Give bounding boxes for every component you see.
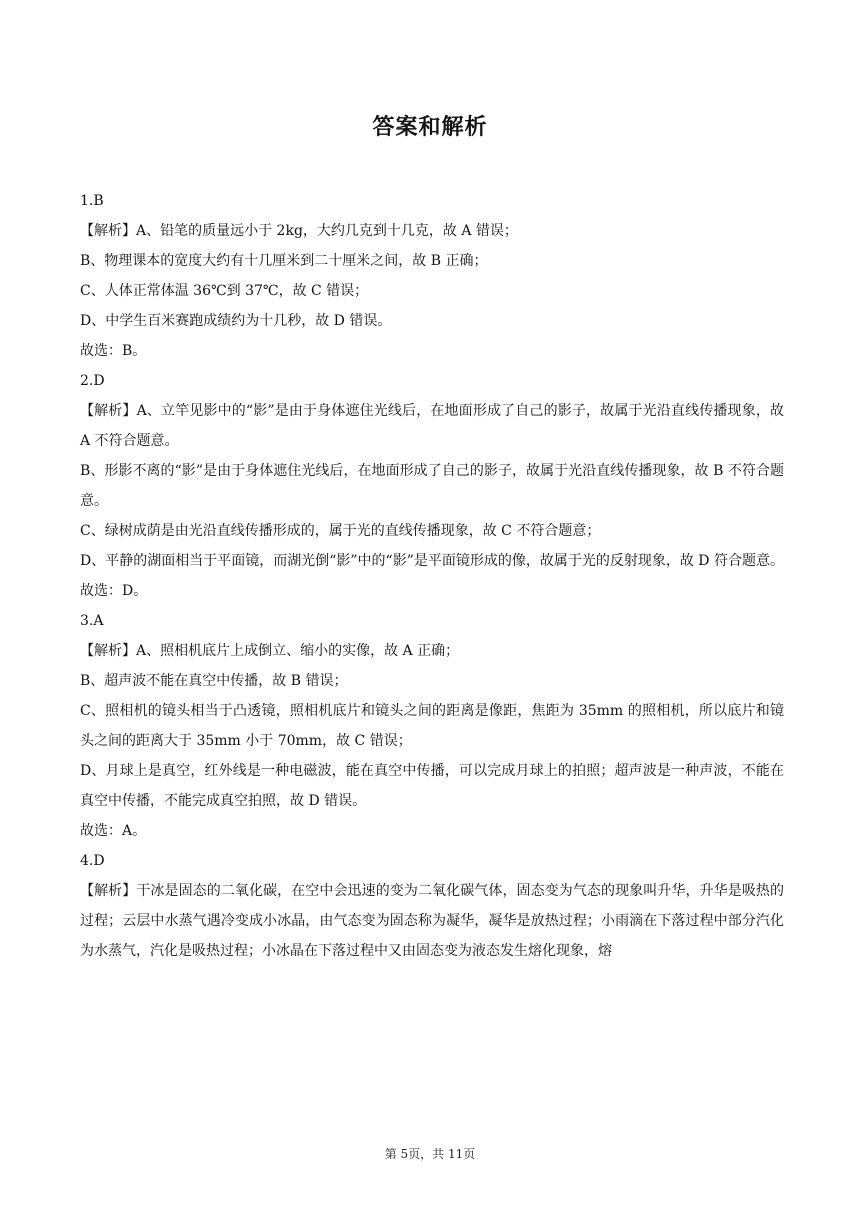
explanation-line: C、人体正常体温 36℃到 37℃，故 C 错误； [80,283,369,299]
explanation-line: C、照相机的镜头相当于凸透镜，照相机底片和镜头之间的距离是像距，焦距为 35mm 的照相机，所以底片和镜头之间的距离大于 35mm 小于 70mm，故 C 错误； [80,703,784,749]
explanation-line: D、月球上是真空，红外线是一种电磁波，能在真空中传播，可以完成月球上的拍照；超声波是一种声波，不能在真空中传播，不能完成真空拍照，故 D 错误。 [80,763,784,809]
page-footer: 第 5页，共 11页 [384,1147,476,1161]
explanation-line: B、形影不离的“影”是由于身体遮住光线后，在地面形成了自己的影子，故属于光沿直线传播现象，故 B 不符合题意。 [80,463,784,509]
explanation-line: D、中学生百米赛跑成绩约为十几秒，故 D 错误。 [80,313,392,329]
question-answer-header: 1.B [80,193,104,209]
explanation-line: D、平静的湖面相当于平面镜，而湖光倒“影”中的“影”是平面镜形成的像，故属于光的反射现象，故 D 符合题意。 [80,553,784,569]
explanation-line: B、超声波不能在真空中传播，故 B 错误； [80,673,348,689]
explanation-line: 【解析】A、照相机底片上成倒立、缩小的实像，故 A 正确； [80,643,460,659]
question-block [80,606,784,846]
explanation-line: C、绿树成荫是由光沿直线传播形成的，属于光的直线传播现象，故 C 不符合题意； [80,523,601,539]
explanation-line: 【解析】A、铅笔的质量远小于 2kg，大约几克到十几克，故 A 错误； [80,223,518,239]
question-block [80,846,784,966]
explanation-line: 故选：D。 [80,583,148,599]
question-answer-header: 2.D [80,373,105,389]
answer-content [80,186,784,966]
page-title: 答案和解析 [372,115,488,140]
explanation-line: 故选：A。 [80,823,147,839]
question-answer-header: 4.D [80,853,105,869]
question-answer-header: 3.A [80,613,104,629]
question-block [80,186,784,366]
explanation-line: B、物理课本的宽度大约有十几厘米到二十厘米之间，故 B 正确； [80,253,488,269]
question-block [80,366,784,606]
explanation-line: 【解析】A、立竿见影中的“影”是由于身体遮住光线后，在地面形成了自己的影子，故属于光沿直线传播现象，故 A 不符合题意。 [80,403,784,449]
explanation-line: 故选：B。 [80,343,147,359]
explanation-line: 【解析】干冰是固态的二氧化碳，在空中会迅速的变为二氧化碳气体，固态变为气态的现象叫升华，升华是吸热的过程；云层中水蒸气遇冷变成小冰晶，由气态变为固态称为凝华，凝华是放热过程；小雨滴在下落过程中部分汽化为水蒸气，汽化是吸热过程；小冰晶在下落过程中又由固态变为液态发生熔化现象，熔 [80,883,784,959]
